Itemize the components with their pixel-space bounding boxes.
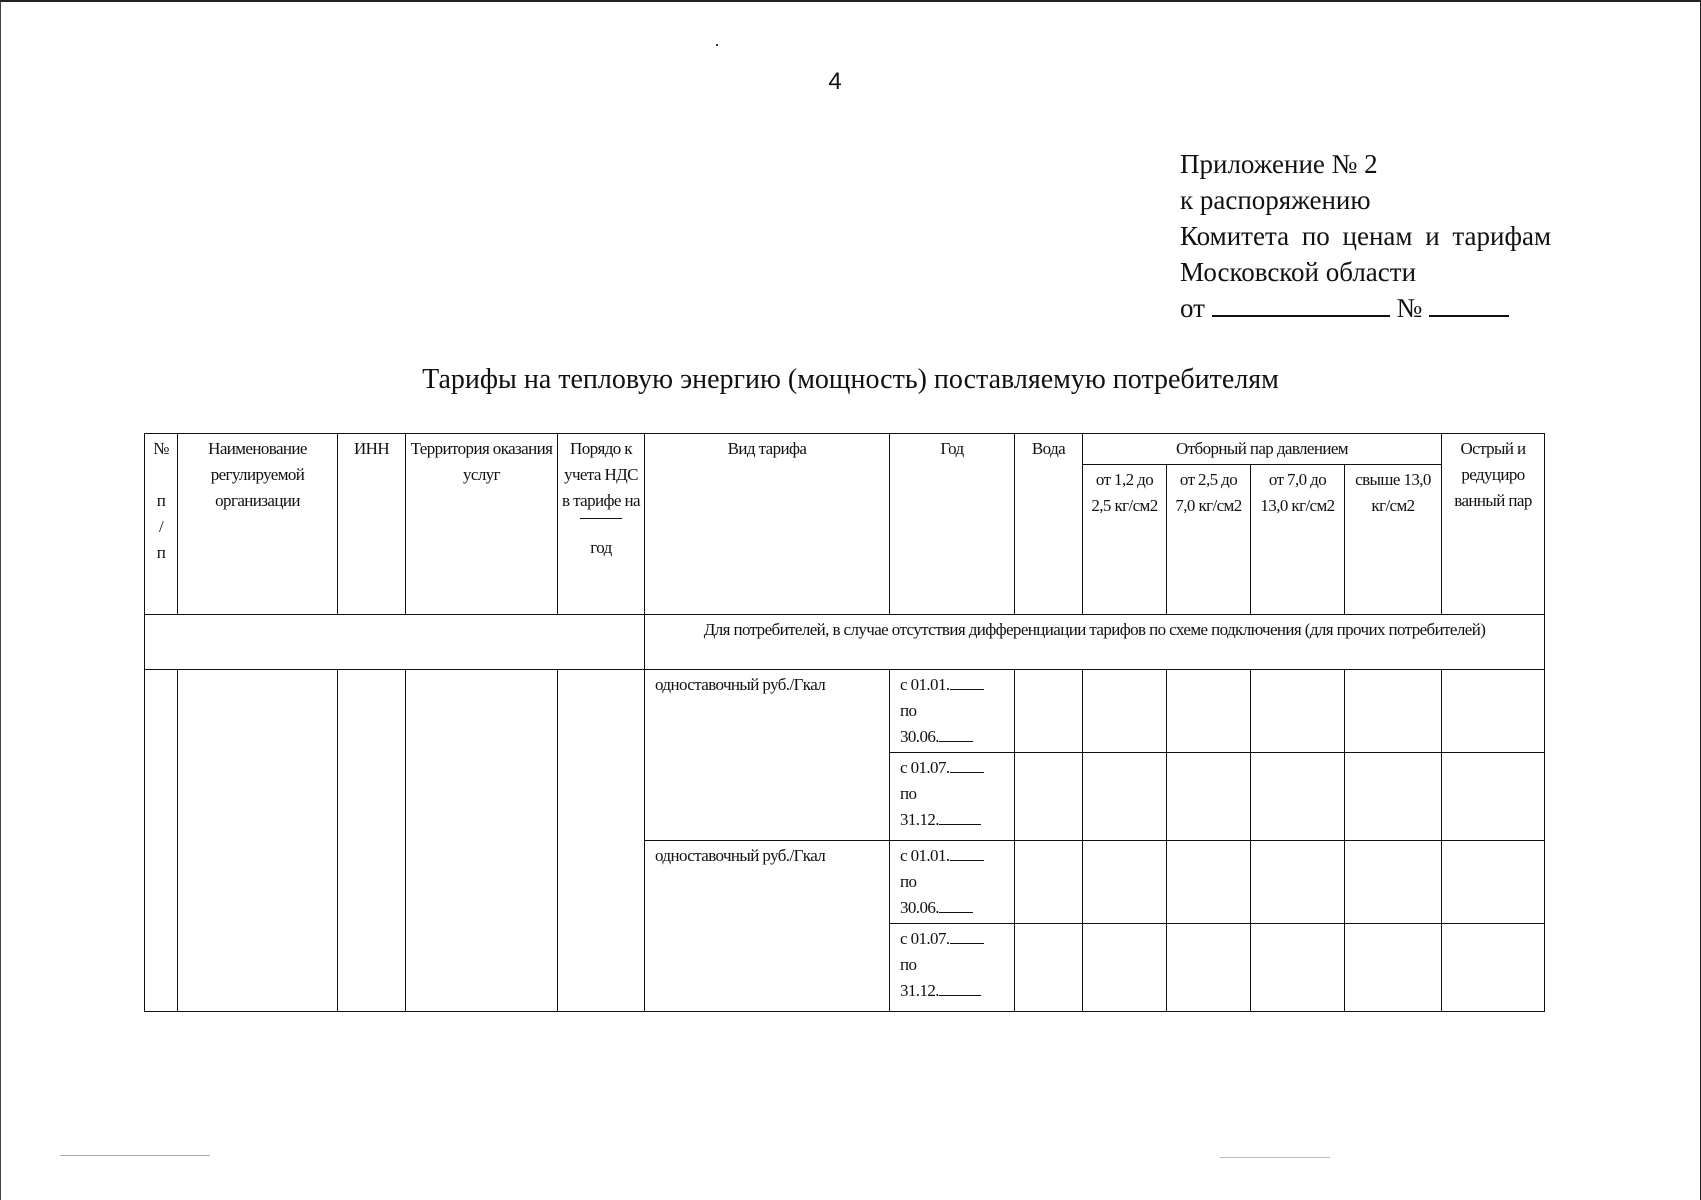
cell-sharp-steam — [1442, 670, 1545, 753]
cell-number — [145, 670, 178, 1012]
vat-year-blank — [580, 518, 622, 531]
cell-tariff-type: одноставочный руб./Гкал — [645, 670, 890, 841]
cell-p1 — [1083, 670, 1167, 753]
cell-p1 — [1083, 841, 1167, 924]
cell-vat — [558, 670, 645, 1012]
cell-period: с 01.07. по 31.12. — [890, 753, 1015, 841]
cell-p4 — [1345, 753, 1442, 841]
appendix-date-number-line — [1180, 290, 1580, 326]
cell-water — [1015, 841, 1083, 924]
appendix-block — [1180, 146, 1580, 326]
cell-p4 — [1345, 670, 1442, 753]
header-pressure-4: свыше 13,0 кг/см2 — [1345, 465, 1442, 615]
cell-p4 — [1345, 841, 1442, 924]
cell-period: с 01.01. по 30.06. — [890, 841, 1015, 924]
cell-sharp-steam — [1442, 841, 1545, 924]
header-vat — [558, 434, 645, 615]
section-left-blank — [145, 615, 645, 670]
header-pressure-2: от 2,5 до 7,0 кг/см2 — [1167, 465, 1251, 615]
header-extraction-steam: Отборный пар давлением — [1083, 434, 1442, 465]
cell-p2 — [1167, 670, 1251, 753]
table-row — [145, 670, 1545, 753]
from-label: от — [1180, 293, 1205, 323]
scan-line — [1220, 1157, 1330, 1158]
cell-territory — [406, 670, 558, 1012]
header-row — [145, 434, 1545, 465]
cell-p3 — [1251, 670, 1345, 753]
scan-speck — [716, 44, 718, 46]
cell-period: с 01.07. по 31.12. — [890, 924, 1015, 1012]
cell-tariff-type: одноставочный руб./Гкал — [645, 841, 890, 1012]
cell-org-name — [178, 670, 338, 1012]
page-number: 4 — [828, 68, 842, 95]
header-tariff-type: Вид тарифа — [645, 434, 890, 615]
cell-p2 — [1167, 753, 1251, 841]
header-sharp-steam: Острый и редуциро ванный пар — [1442, 434, 1545, 615]
header-inn: ИНН — [338, 434, 406, 615]
cell-p3 — [1251, 924, 1345, 1012]
cell-sharp-steam — [1442, 924, 1545, 1012]
header-territory: Территория оказания услуг — [406, 434, 558, 615]
section-label: Для потребителей, в случае отсутствия дифференциации тарифов по схеме подключения (для прочих потребителей) — [645, 615, 1545, 670]
cell-sharp-steam — [1442, 753, 1545, 841]
cell-water — [1015, 670, 1083, 753]
appendix-title: Приложение № 2 — [1180, 149, 1378, 179]
header-year: Год — [890, 434, 1015, 615]
date-blank — [1212, 295, 1390, 317]
header-water: Вода — [1015, 434, 1083, 615]
header-pressure-1: от 1,2 до 2,5 кг/см2 — [1083, 465, 1167, 615]
appendix-line-region: Московской области — [1180, 257, 1417, 287]
header-number: № п / п — [145, 434, 178, 615]
number-label: № — [1396, 293, 1423, 323]
header-org-name: Наименование регулируемой организации — [178, 434, 338, 615]
cell-p1 — [1083, 753, 1167, 841]
cell-p2 — [1167, 841, 1251, 924]
scan-line — [60, 1155, 210, 1156]
header-pressure-3: от 7,0 до 13,0 кг/см2 — [1251, 465, 1345, 615]
appendix-line-committee: Комитета по ценам и тарифам — [1180, 221, 1552, 251]
document-title: Тарифы на тепловую энергию (мощность) поставляемую потребителям — [422, 364, 1279, 395]
number-blank — [1429, 295, 1509, 317]
section-row — [145, 615, 1545, 670]
header-vat-year: год — [590, 538, 612, 557]
cell-p4 — [1345, 924, 1442, 1012]
cell-p2 — [1167, 924, 1251, 1012]
cell-p3 — [1251, 841, 1345, 924]
cell-water — [1015, 753, 1083, 841]
cell-p3 — [1251, 753, 1345, 841]
header-vat-text: Порядо к учета НДС в тарифе на — [562, 439, 640, 510]
appendix-line-order: к распоряжению — [1180, 185, 1371, 215]
cell-period: с 01.01. по 30.06. — [890, 670, 1015, 753]
tariff-table — [144, 433, 1545, 1012]
cell-p1 — [1083, 924, 1167, 1012]
cell-inn — [338, 670, 406, 1012]
cell-water — [1015, 924, 1083, 1012]
